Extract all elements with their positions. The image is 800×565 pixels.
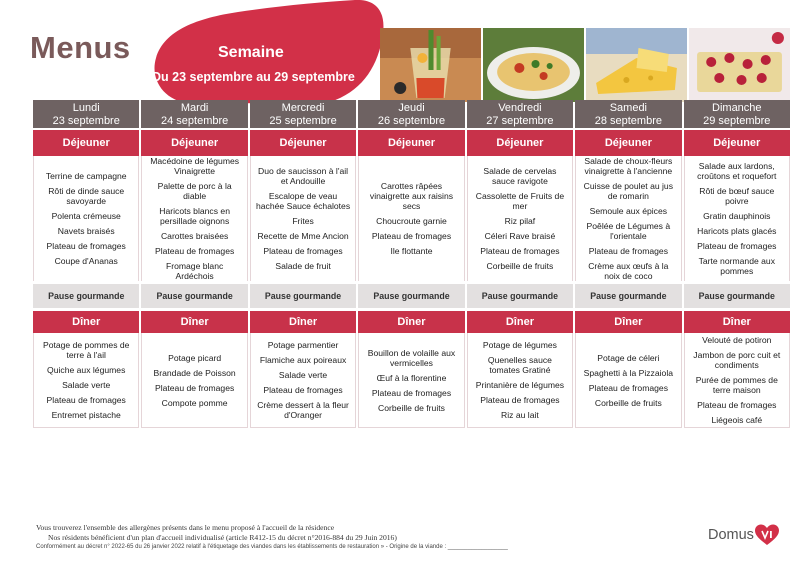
menu-item: Fromage blanc Ardéchois [165,261,224,281]
menu-item: Potage de pommes de terre à l'ail [42,340,130,360]
day-header [33,100,139,128]
menu-item: Plateau de fromages [154,246,235,256]
dinner-header: Dîner [33,311,139,333]
day-column-3 [358,100,464,428]
lunch-items [33,156,139,281]
week-dates: Du 23 septembre au 29 septembre [152,70,355,84]
menu-item: Choucroute garnie [376,216,447,226]
menu-item: Cuisse de poulet au jus de romarin [583,181,674,201]
lunch-items [250,156,356,281]
day-header [467,100,573,128]
menu-item: Salade verte [278,370,328,380]
menu-item: Plateau de fromages [263,246,343,256]
day-column-0 [33,100,139,428]
photo-clafoutis [689,28,790,102]
photo-verrine [380,28,481,102]
snack-break: Pause gourmande [575,284,681,308]
day-date: 28 septembre [594,114,662,127]
menu-item: Bouillon de volaille aux vermicelles [367,347,456,368]
menu-item: Ile flottante [390,246,433,256]
dinner-header: Dîner [250,311,356,333]
menu-item: Plateau de fromages [371,387,452,398]
menu-item: Crème aux œufs à la noix de coco [588,261,669,281]
day-name: Lundi [72,102,100,114]
menu-item: Macédoine de légumes Vinaigrette [150,156,240,176]
menu-item: Corbeille de fruits [486,261,554,271]
footer-allergens-note: Vous trouverez l'ensemble des allergènes présents dans le menu proposé à l'accueil de la résidence [36,523,335,532]
dinner-items [358,333,464,428]
menu-item: Velouté de potiron [702,335,772,345]
menu-item: Plateau de fromages [697,241,777,251]
logo-text: Domus [708,527,754,543]
menu-item: Frites [292,216,314,226]
day-date: 29 septembre [703,114,771,127]
day-name: Jeudi [398,102,425,114]
lunch-header: Déjeuner [141,130,247,156]
menu-item: Coupe d'Ananas [54,256,118,266]
menu-grid [33,100,790,428]
snack-break: Pause gourmande [33,284,139,308]
menu-item: Riz au lait [501,410,539,420]
lunch-header: Déjeuner [250,130,356,156]
menu-item: Plateau de fromages [697,400,777,410]
menu-item: Œuf à la florentine [376,372,447,383]
dinner-header: Dîner [684,311,790,333]
menu-item: Liégeois café [711,415,763,425]
menu-item: Plateau de fromages [480,246,560,256]
menu-item: Potage de légumes [482,340,557,350]
menu-item: Plateau de fromages [480,395,560,405]
menu-item: Palette de porc à la diable [157,181,232,201]
menu-item: Quenelles sauce tomates Gratiné [487,355,552,375]
menu-item: Printanière de légumes [475,380,565,390]
day-column-5 [575,100,681,428]
menu-item: Poêlée de Légumes à l'orientale [586,221,671,241]
dinner-items [575,333,681,428]
day-column-6 [684,100,790,428]
menu-item: Terrine de campagne [45,171,127,181]
dinner-header: Dîner [575,311,681,333]
menu-item: Plateau de fromages [154,382,235,393]
menu-item: Potage picard [168,352,222,363]
menu-item: Haricots plats glacés [697,226,777,236]
dinner-items [141,333,247,428]
dinner-header: Dîner [467,311,573,333]
menu-item: Purée de pommes de terre maison [695,375,778,395]
snack-break: Pause gourmande [684,284,790,308]
day-header [684,100,790,128]
dinner-items [33,333,139,428]
menu-item: Plateau de fromages [46,241,126,251]
day-name: Vendredi [498,102,542,114]
day-column-2 [250,100,356,428]
menu-item: Salade de choux-fleurs vinaigrette à l'ancienne [584,156,673,176]
lunch-items [575,156,681,281]
menu-item: Spaghetti à la Pizzaiola [583,367,674,378]
snack-break: Pause gourmande [467,284,573,308]
menu-item: Escalope de veau hachée Sauce échalotes [256,191,351,211]
snack-break: Pause gourmande [250,284,356,308]
menu-item: Plateau de fromages [371,231,452,241]
snack-break: Pause gourmande [141,284,247,308]
footer-welcome-plan-note: Nos résidents bénéficient d'un plan d'accueil individualisé (article R412-15 du décret n°2016-884 du 29 Juin 2016) [48,533,397,542]
lunch-header: Déjeuner [684,130,790,156]
menu-item: Salade verte [62,380,111,390]
day-header [358,100,464,128]
dinner-header: Dîner [358,311,464,333]
day-date: 25 septembre [269,114,337,127]
menu-item: Plateau de fromages [588,246,668,256]
menu-item: Recette de Mme Ancion [257,231,349,241]
dinner-header: Dîner [141,311,247,333]
lunch-header: Déjeuner [467,130,573,156]
menu-item: Quiche aux légumes [47,365,126,375]
menu-item: Plateau de fromages [46,395,126,405]
menu-item: Polenta crémeuse [51,211,121,221]
menu-item: Haricots blancs en persillade oignons [159,206,230,226]
day-column-1 [141,100,247,428]
menu-item: Carottes râpées vinaigrette aux raisins secs [369,181,454,211]
menu-item: Crème dessert à la fleur d'Oranger [257,400,349,420]
menu-item: Entremet pistache [51,410,121,420]
menu-item: Plateau de fromages [588,382,668,393]
menu-item: Jambon de porc cuit et condiments [693,350,781,370]
footer-meat-origin-note: Conformément au décret n° 2022-65 du 26 janvier 2022 relatif à l'étiquetage des viandes dans les établissements de restauration » - Origine de la viande : __________________ [36,544,508,550]
dinner-items [250,333,356,428]
dinner-items [684,333,790,428]
menu-item: Tarte normande aux pommes [698,256,775,276]
lunch-items [358,156,464,281]
menu-item: Brandade de Poisson [153,367,236,378]
menu-item: Salade de cervelas sauce ravigote [483,166,557,186]
menu-item: Duo de saucisson à l'ail et Andouille [258,166,349,186]
day-header [141,100,247,128]
day-name: Samedi [609,102,647,114]
menu-item: Potage parmentier [267,340,339,350]
photo-cheese [586,28,687,102]
lunch-header: Déjeuner [33,130,139,156]
menu-item: Gratin dauphinois [703,211,771,221]
day-date: 23 septembre [52,114,120,127]
menu-item: Corbeille de fruits [378,402,445,413]
domusvi-logo [708,524,779,546]
menu-item: Flamiche aux poireaux [259,355,347,365]
dinner-items [467,333,573,428]
lunch-items [684,156,790,281]
day-column-4 [467,100,573,428]
lunch-items [141,156,247,281]
menu-item: Céleri Rave braisé [484,231,556,241]
day-name: Mardi [180,102,209,114]
week-label: Semaine [218,44,284,61]
footer-notes [36,523,656,550]
day-name: Mercredi [281,102,325,114]
menu-item: Salade aux lardons, croûtons et roquefort [697,161,777,181]
day-header [250,100,356,128]
day-name: Dimanche [712,102,762,114]
menu-item: Potage de céleri [597,352,660,363]
menu-item: Salade de fruit [275,261,331,271]
menu-item: Semoule aux épices [589,206,668,216]
menu-item: Compote pomme [161,397,228,408]
heart-vi-logo-icon [755,524,779,546]
lunch-header: Déjeuner [575,130,681,156]
day-date: 27 septembre [486,114,554,127]
day-date: 24 septembre [161,114,229,127]
menu-item: Cassolette de Fruits de mer [475,191,565,211]
menu-item: Rôti de bœuf sauce poivre [699,186,775,206]
lunch-items [467,156,573,281]
menu-item: Corbeille de fruits [594,397,662,408]
page-title: Menus [30,30,131,65]
menu-item: Rôti de dinde sauce savoyarde [48,186,125,206]
day-header [575,100,681,128]
menu-item: Riz pilaf [504,216,536,226]
food-photo-strip [380,28,790,102]
lunch-header: Déjeuner [358,130,464,156]
snack-break: Pause gourmande [358,284,464,308]
photo-pasta-salad [483,28,584,102]
menu-item: Plateau de fromages [263,385,343,395]
day-date: 26 septembre [377,114,446,127]
menu-item: Navets braisés [57,226,115,236]
menu-item: Carottes braisées [160,231,229,241]
